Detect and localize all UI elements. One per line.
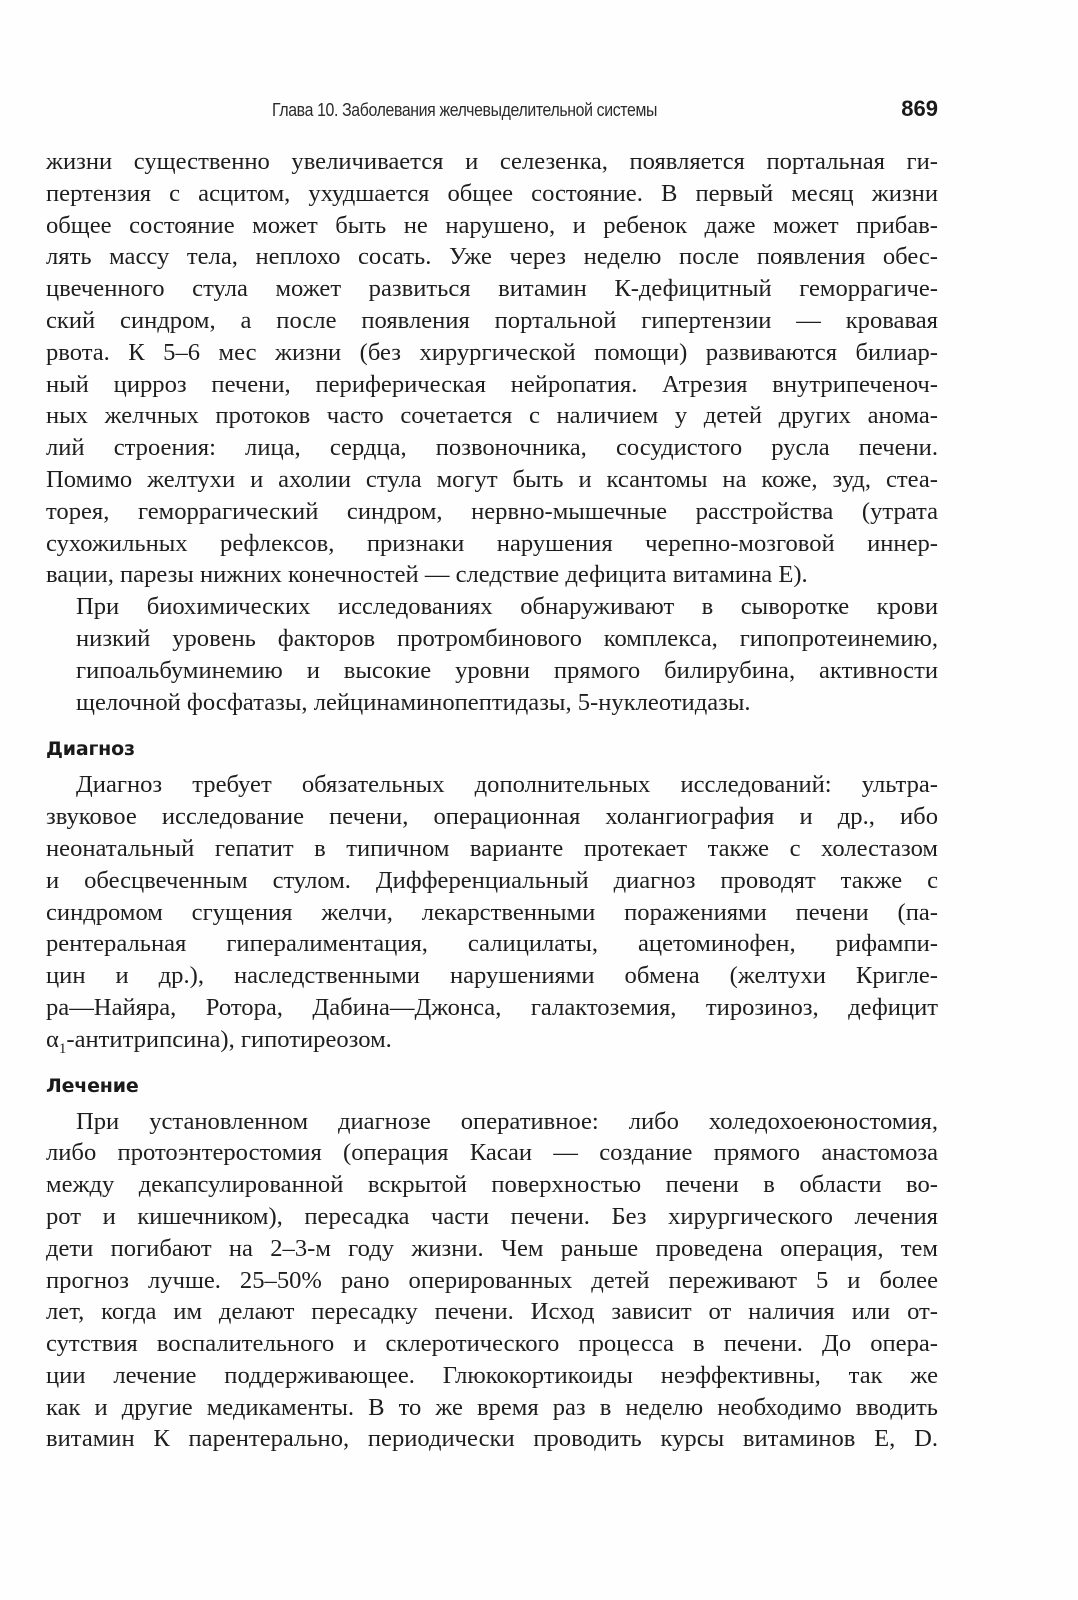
text-line: сухожильных рефлексов, признаки нарушения черепно-мозговой иннер- [46, 529, 938, 557]
text-line: общее состояние может быть не нарушено, и ребенок даже может прибав- [46, 211, 938, 239]
text-line: ции лечение поддерживающее. Глюкокортикоиды неэффективны, так же [46, 1361, 938, 1389]
text-line: как и другие медикаменты. В то же время раз в неделю необходимо вводить [46, 1393, 938, 1421]
text-line: и обесцвеченным стулом. Дифференциальный диагноз проводят также с [46, 866, 938, 894]
text-line: витамин К парентерально, периодически проводить курсы витаминов Е, D. [46, 1425, 938, 1453]
body-text [46, 146, 938, 1455]
text-line: гипоальбуминемию и высокие уровни прямого билирубина, активности [76, 656, 938, 684]
text-line: пертензия с асцитом, ухудшается общее состояние. В первый месяц жизни [46, 179, 938, 207]
text-line: При биохимических исследованиях обнаруживают в сыворотке крови [76, 593, 938, 621]
text-line: щелочной фосфатазы, лейцинаминопептидазы, 5-нуклеотидазы. [76, 688, 751, 716]
section-heading-diagnosis: Диагноз [46, 738, 135, 761]
text-line: низкий уровень факторов протромбинового комплекса, гипопротеинемию, [76, 624, 938, 652]
text-line: ра—Найяра, Ротора, Дабина—Джонса, галактоземия, тирозиноз, дефицит [46, 993, 938, 1021]
text-line: Диагноз требует обязательных дополнительных исследований: ультра- [76, 771, 938, 799]
text-line: ный цирроз печени, периферическая нейропатия. Атрезия внутрипеченоч- [46, 370, 938, 398]
chapter-title: Глава 10. Заболевания желчевыделительной системы [272, 100, 658, 120]
running-header [46, 96, 938, 130]
text-line: звуковое исследование печени, операционная холангиография и др., ибо [46, 803, 938, 831]
paragraph-biochemistry [46, 591, 938, 718]
text-line: рентеральная гипералиментация, салицилаты, ацетоминофен, рифампи- [46, 930, 938, 958]
text-line: жизни существенно увеличивается и селезенка, появляется портальная ги- [46, 148, 938, 175]
paragraph-diagnosis [46, 769, 938, 1055]
text-line: цвеченного стула может развиться витамин К-дефицитный геморрагиче- [46, 275, 938, 303]
alpha-symbol: α [46, 1025, 59, 1053]
text-line: цин и др.), наследственными нарушениями обмена (желтухи Криглe- [46, 962, 938, 990]
text-line: При установленном диагнозе оперативное: либо холедохоеюностомия, [76, 1107, 938, 1135]
text-line: сутствия воспалительного и склеротического процесса в печени. До опера- [46, 1330, 938, 1358]
text-line: дети погибают на 2–3-м году жизни. Чем раньше проведена операция, тем [46, 1234, 938, 1262]
section-heading-treatment: Лечение [46, 1074, 139, 1097]
text-line-alpha [46, 1024, 938, 1056]
text-line: неонатальный гепатит в типичном варианте протекает также с холестазом [46, 834, 938, 862]
text-line: рвота. К 5–6 мес жизни (без хирургической помощи) развиваются билиар- [46, 338, 938, 366]
text-line: рот и кишечником), пересадка части печени. Без хирургического лечения [46, 1202, 938, 1230]
text-line: лять массу тела, неплохо сосать. Уже через неделю после появления обес- [46, 243, 938, 271]
text-line: ных желчных протоков часто сочетается с наличием у детей других анома- [46, 402, 938, 430]
page-number: 869 [901, 96, 938, 121]
text-line: торея, геморрагический синдром, нервно-мышечные расстройства (утрата [46, 497, 938, 525]
text-line: прогноз лучше. 25–50% рано оперированных детей переживают 5 и более [46, 1266, 938, 1294]
alpha-rest: -антитрипсина), гипотиреозом. [66, 1025, 392, 1053]
text-line: лий строения: лица, сердца, позвоночника, сосудистого русла печени. [46, 434, 938, 462]
text-line: Помимо желтухи и ахолии стула могут быть и ксантомы на коже, зуд, стеа- [46, 465, 938, 493]
text-line: либо протоэнтеростомия (операция Касаи — создание прямого анастомоза [46, 1139, 938, 1167]
text-line: между декапсулированной вскрытой поверхностью печени в области во- [46, 1171, 938, 1199]
alpha-subscript: 1 [58, 1040, 67, 1057]
text-line: ский синдром, а после появления портальной гипертензии — кровавая [46, 306, 938, 334]
text-line: вации, парезы нижних конечностей — следствие дефицита витамина Е). [46, 561, 808, 589]
text-line: синдромом сгущения желчи, лекарственными поражениями печени (па- [46, 898, 938, 926]
paragraph-atresia-symptoms [46, 146, 938, 591]
paragraph-treatment [46, 1106, 938, 1456]
text-line: лет, когда им делают пересадку печени. Исход зависит от наличия или от- [46, 1298, 938, 1326]
